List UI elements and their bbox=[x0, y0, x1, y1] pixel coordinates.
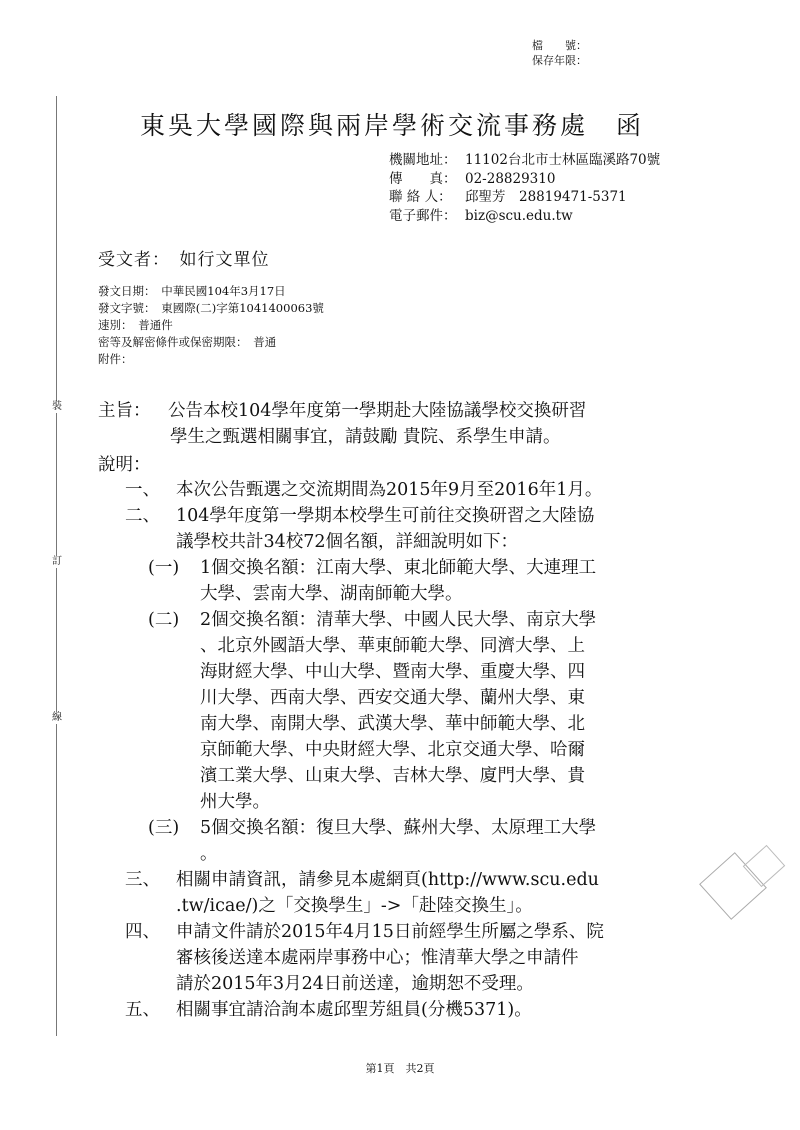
sub-item-2-line: 京師範大學、中央財經大學、北京交通大學、哈爾 bbox=[200, 740, 585, 760]
subject bbox=[98, 398, 586, 450]
binding-mark-bottom: 線 bbox=[52, 712, 62, 723]
item-2-line: 104學年度第一學期本校學生可前往交換研習之大陸協 bbox=[176, 506, 595, 526]
contact-fax-value: 02-28829310 bbox=[465, 170, 556, 187]
attachment: 附件： bbox=[98, 352, 133, 366]
sub-item-3-number: (三) bbox=[148, 818, 180, 838]
binding-mark-middle: 訂 bbox=[52, 556, 62, 567]
item-3-line: .tw/icae/)之「交換學生」->「赴陸交換生」。 bbox=[176, 896, 533, 916]
sub-item-3-line: 。 bbox=[200, 844, 218, 864]
contact-fax-label: 傳 真： bbox=[389, 170, 457, 187]
issue-date: 發文日期： 中華民國104年3月17日 bbox=[98, 284, 286, 298]
sub-item-3-line: 5個交換名額：復旦大學、蘇州大學、太原理工大學 bbox=[200, 818, 597, 838]
item-2-number: 二、 bbox=[125, 506, 160, 526]
item-2-line: 議學校共計34校72個名額，詳細說明如下： bbox=[176, 532, 519, 552]
description-label: 說明： bbox=[98, 455, 151, 475]
binding-mark-top: 裝 bbox=[52, 401, 62, 412]
subject-line-1: 公告本校104學年度第一學期赴大陸協議學校交換研習 bbox=[168, 401, 587, 421]
delivery-speed: 速別： 普通件 bbox=[98, 318, 173, 332]
sub-item-2-line: 南大學、南開大學、武漢大學、華中師範大學、北 bbox=[200, 714, 585, 734]
subject-label: 主旨： bbox=[98, 401, 151, 421]
item-5-number: 五、 bbox=[125, 1000, 160, 1020]
contact-fax bbox=[389, 170, 660, 189]
item-1-line: 本次公告甄選之交流期間為2015年9月至2016年1月。 bbox=[176, 480, 603, 500]
sub-item-2-number: (二) bbox=[148, 610, 180, 630]
sub-item-2-line: 州大學。 bbox=[200, 792, 270, 812]
sub-item-2-line: 、北京外國語大學、華東師範大學、同濟大學、上 bbox=[200, 636, 585, 656]
contact-email-value: biz@scu.edu.tw bbox=[465, 207, 573, 224]
item-1-number: 一、 bbox=[125, 480, 160, 500]
item-5-line: 相關事宜請洽詢本處邱聖芳組員(分機5371)。 bbox=[176, 1000, 532, 1020]
contact-person-value: 邱聖芳 28819471-5371 bbox=[465, 189, 627, 205]
contact-address bbox=[389, 151, 660, 170]
contact-email bbox=[389, 207, 660, 226]
contact-block bbox=[389, 151, 660, 225]
contact-address-label: 機關地址： bbox=[389, 152, 457, 168]
contact-person bbox=[389, 188, 660, 207]
file-no-label: 檔 號： bbox=[532, 39, 587, 52]
subject-line-2: 學生之甄選相關事宜，請鼓勵 貴院、系學生申請。 bbox=[170, 427, 561, 447]
page-footer: 第1頁 共2頁 bbox=[365, 1062, 435, 1075]
item-4-line: 請於2015年3月24日前送達，逾期恕不受理。 bbox=[176, 974, 534, 994]
security-level: 密等及解密條件或保密期限： 普通 bbox=[98, 335, 277, 349]
item-4-line: 審核後送達本處兩岸事務中心；惟清華大學之申請件 bbox=[176, 948, 579, 968]
document-title: 東吳大學國際與兩岸學術交流事務處 函 bbox=[140, 111, 645, 140]
sub-item-2-line: 川大學、西南大學、西安交通大學、蘭州大學、東 bbox=[200, 688, 585, 708]
contact-email-label: 電子郵件： bbox=[389, 207, 457, 224]
sub-item-2-line: 海財經大學、中山大學、暨南大學、重慶大學、四 bbox=[200, 662, 585, 682]
sub-item-2-line: 2個交換名額：清華大學、中國人民大學、南京大學 bbox=[200, 610, 597, 630]
contact-person-label: 聯 絡 人： bbox=[389, 189, 452, 205]
item-4-line: 申請文件請於2015年4月15日前經學生所屬之學系、院 bbox=[176, 922, 604, 942]
retention-label: 保存年限： bbox=[532, 54, 587, 67]
sub-item-1-number: (一) bbox=[148, 558, 180, 578]
document-number: 發文字號： 東國際(二)字第1041400063號 bbox=[98, 301, 324, 315]
item-4-number: 四、 bbox=[125, 922, 160, 942]
item-3-number: 三、 bbox=[125, 870, 160, 890]
recipient: 受文者： 如行文單位 bbox=[98, 250, 270, 270]
sub-item-1-line: 大學、雲南大學、湖南師範大學。 bbox=[200, 584, 463, 604]
sub-item-1-line: 1個交換名額：江南大學、東北師範大學、大連理工 bbox=[200, 558, 597, 578]
document-meta bbox=[98, 283, 324, 368]
item-3-line: 相關申請資訊，請參見本處網頁(http://www.scu.edu bbox=[176, 870, 599, 890]
sub-item-2-line: 濱工業大學、山東大學、吉林大學、廈門大學、貴 bbox=[200, 766, 585, 786]
archive-info bbox=[532, 38, 587, 68]
contact-address-value: 11102台北市士林區臨溪路70號 bbox=[465, 152, 661, 168]
